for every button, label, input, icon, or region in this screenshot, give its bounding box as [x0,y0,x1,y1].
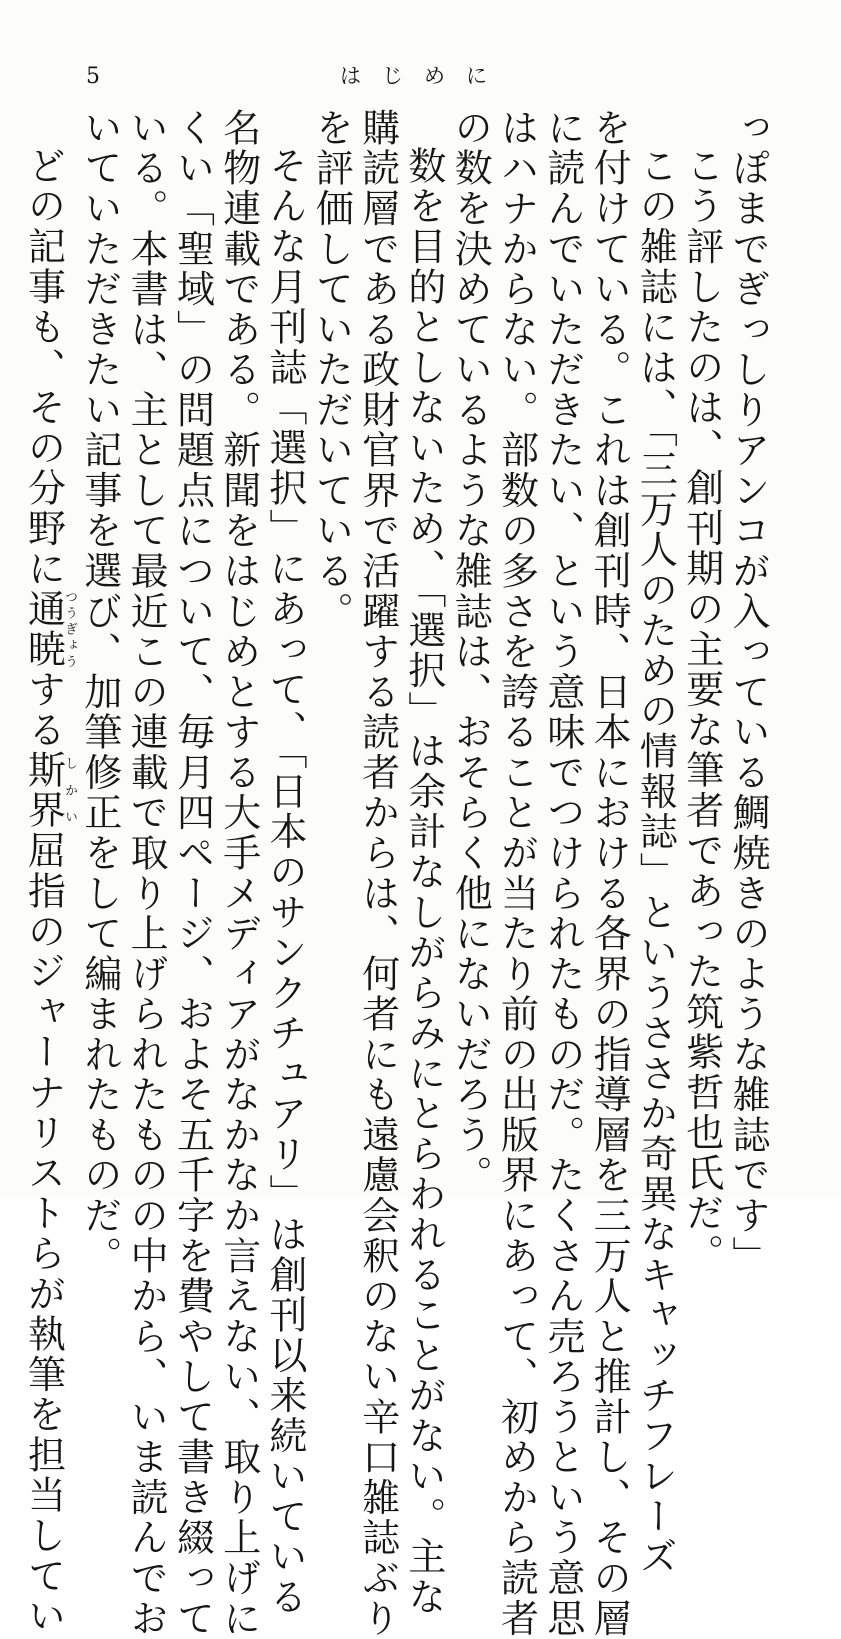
body-text [20,108,771,1639]
running-head: はじめに [340,64,508,88]
page-number: 5 [86,64,100,89]
text-line: 購読層である政財官界で活躍する読者からは、何者にも遠慮会釈のない辛口雑誌ぶり [355,108,400,1639]
text-line: を評価していただいている。 [309,108,354,632]
text-line: の数を決めているような雑誌は、おそらく他にないだろう。 [448,108,493,1196]
ruby-annotation: 通暁つうぎょう [21,589,78,670]
text-line: この雑誌には、「三万人のための情報誌」というささか奇異なキャッチフレーズ [633,146,678,1578]
text-line: くい「聖域」の問題点について、毎月四ページ、およそ五千字を費やして書き綴って [170,108,215,1639]
text-line: を付けている。これは創刊時、日本における各界の指導層を三万人と推計し、その層 [587,108,632,1639]
text-line: 数を目的としないため、「選択」は余計なしがらみにとらわれることがない。主な [401,146,446,1618]
text-line: いていただきたい記事を選び、加筆修正をして編まれたものだ。 [77,108,122,1277]
text-line: はハナからない。部数の多さを誇ることが当たり前の出版界にあって、初めから読者 [494,108,539,1639]
text-line: こう評したのは、創刊期の主要な筆者であった筑紫哲也氏だ。 [679,146,724,1274]
text-line: に読んでいただきたい、という意味でつけられたものだ。たくさん売ろうという意思 [540,108,585,1639]
text-line: っぽまでぎっしりアンコが入っている鯛焼きのような雑誌です」 [726,108,770,1277]
ruby-annotation: 斯界しかい [21,750,78,831]
text-line: いる。本書は、主として最近この連載で取り上げられたものの中から、いま読んでお [124,108,169,1639]
text-line: 名物連載である。新聞をはじめとする大手メディアがなかなか言えない、取り上げに [216,108,261,1639]
text-line: そんな月刊誌「選択」にあって、「日本のサンクチュアリ」は創刊以来続いている [263,146,308,1618]
text-line: どの記事も、その分野に通暁つうぎょうする斯界しかい屈指のジャーナリストらが執筆を担当してい [21,146,78,1637]
